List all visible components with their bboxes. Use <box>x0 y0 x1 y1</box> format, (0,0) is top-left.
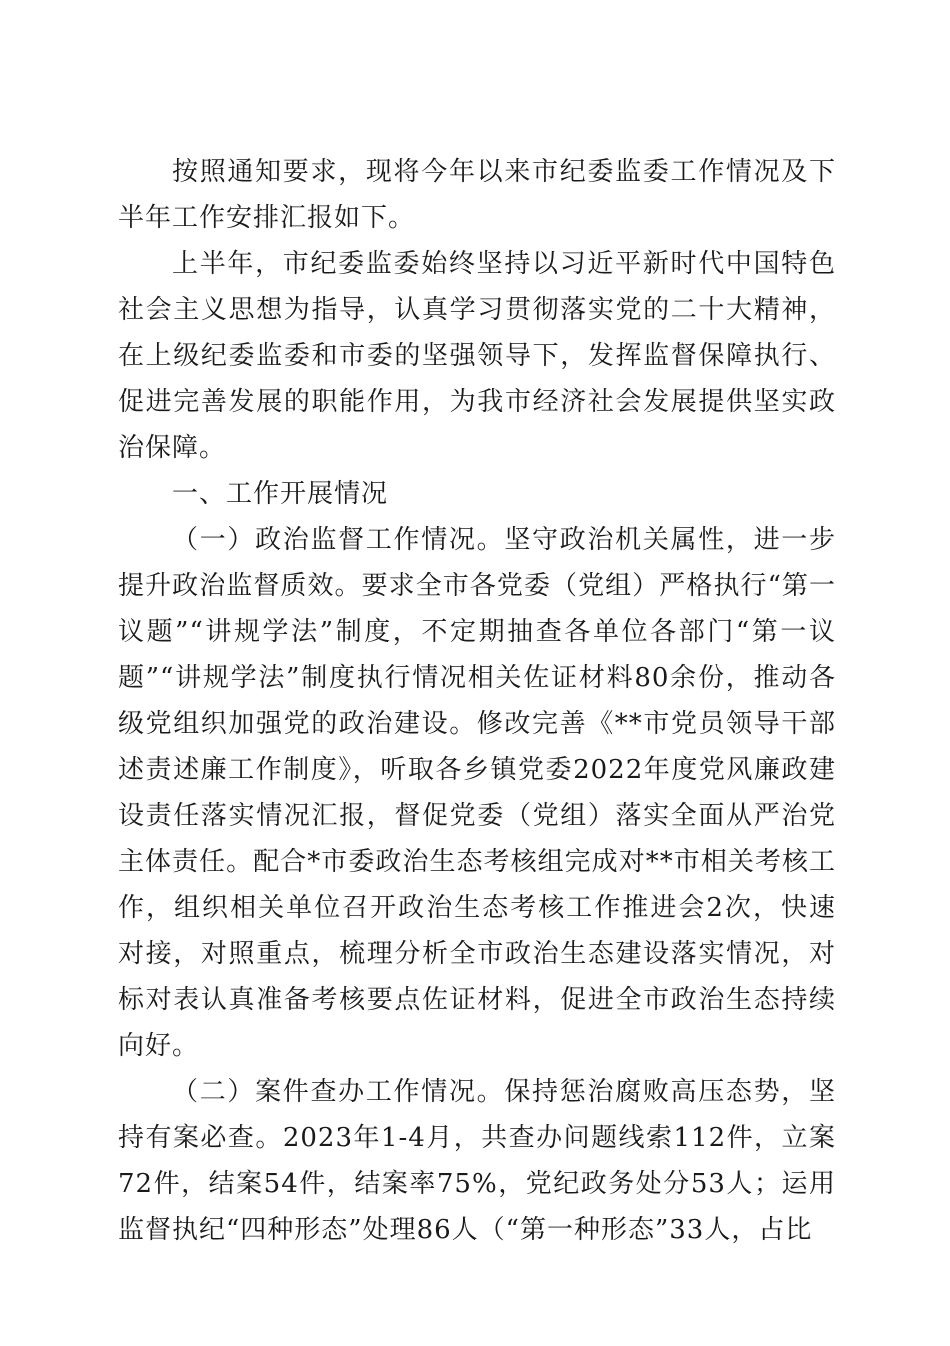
document-body <box>118 149 836 1253</box>
summary-paragraph: 上半年，市纪委监委始终坚持以习近平新时代中国特色社会主义思想为指导，认真学习贯彻落实党的二十大精神，在上级纪委监委和市委的坚强领导下，发挥监督保障执行、促进完善发展的职能作用，为我市经济社会发展提供坚实政治保障。 <box>118 249 836 463</box>
political-supervision-paragraph: （一）政治监督工作情况。坚守政治机关属性，进一步提升政治监督质效。要求全市各党委（党组）严格执行“第一议题”“讲规学法”制度，不定期抽查各单位各部门“第一议题”“讲规学法”制度执行情况相关佐证材料80余份，推动各级党组织加强党的政治建设。修改完善《**市党员领导干部述责述廉工作制度》，听取各乡镇党委2022年度党风廉政建设责任落实情况汇报，督促党委（党组）落实全面从严治党主体责任。配合*市委政治生态考核组完成对**市相关考核工作，组织相关单位召开政治生态考核工作推进会2次，快速对接，对照重点，梳理分析全市政治生态建设落实情况，对标对表认真准备考核要点佐证材料，促进全市政治生态持续向好。 <box>118 525 836 1061</box>
section-heading: 一、工作开展情况 <box>172 479 389 509</box>
intro-paragraph: 按照通知要求，现将今年以来市纪委监委工作情况及下半年工作安排汇报如下。 <box>118 157 836 233</box>
case-handling-paragraph: （二）案件查办工作情况。保持惩治腐败高压态势，坚持有案必查。2023年1-4月，共查办问题线索112件，立案72件，结案54件，结案率75%，党纪政务处分53人；运用监督执纪“四种形态”处理86人（“第一种形态”33人，占比 <box>118 1077 836 1245</box>
